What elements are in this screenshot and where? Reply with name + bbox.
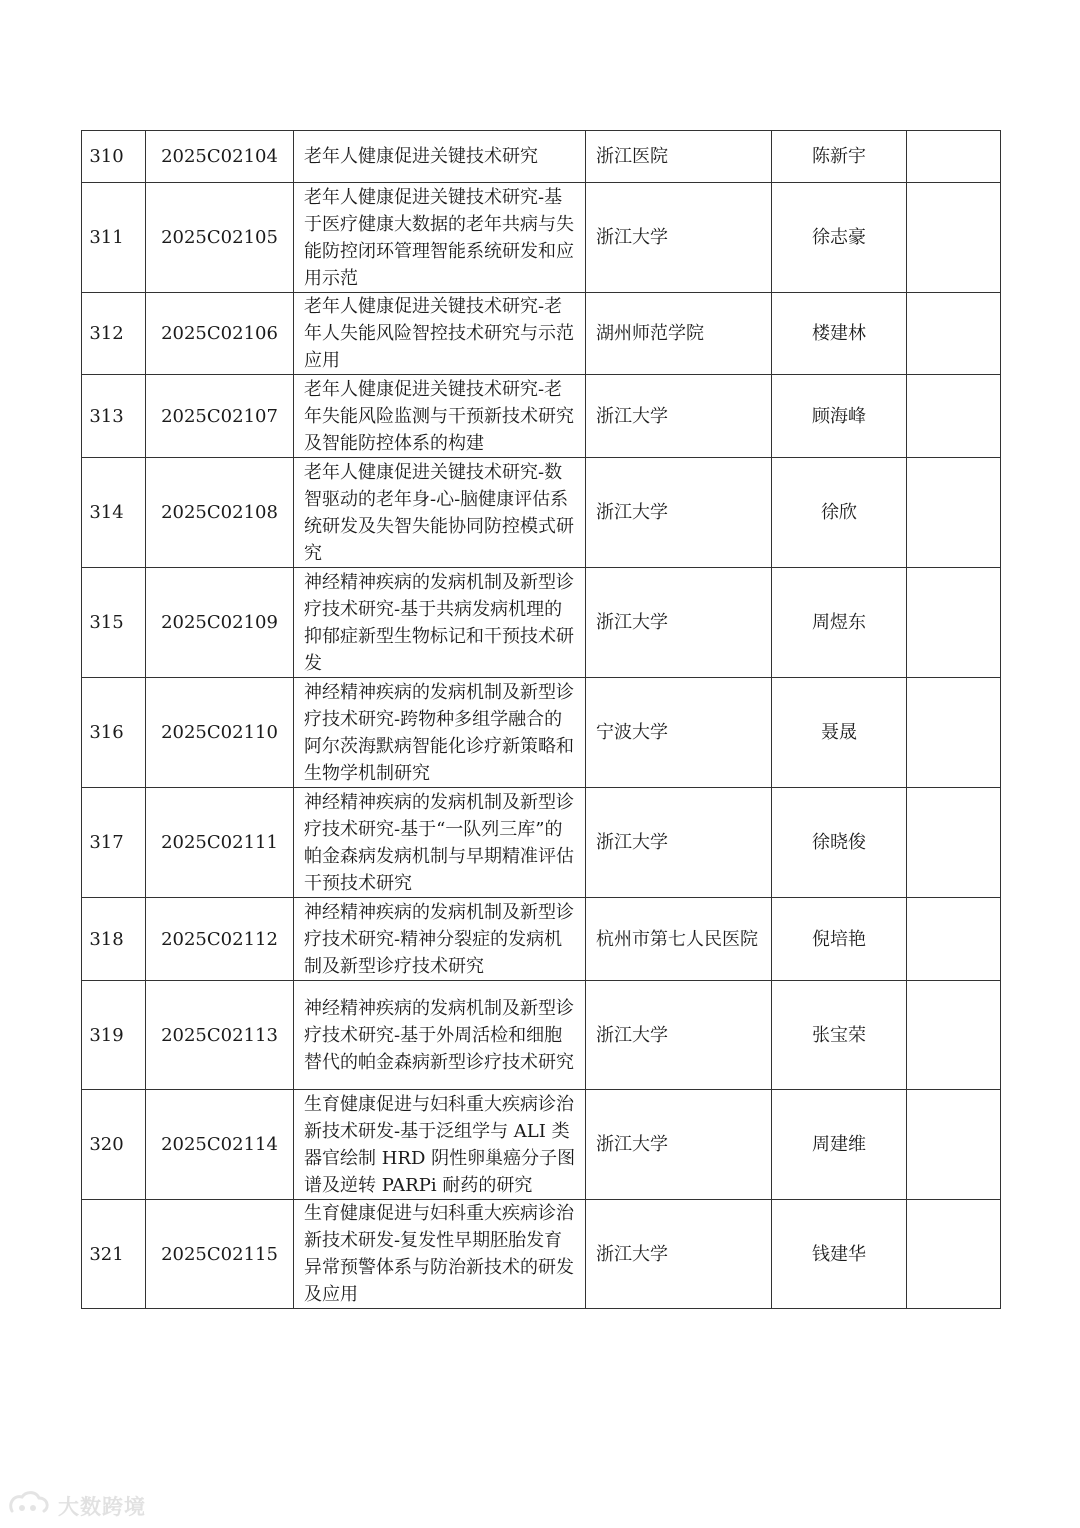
organization: 浙江大学	[586, 458, 772, 568]
row-number: 316	[82, 678, 146, 788]
project-code: 2025C02108	[146, 458, 294, 568]
organization: 浙江大学	[586, 568, 772, 678]
project-title: 老年人健康促进关键技术研究-基于医疗健康大数据的老年共病与失能防控闭环管理智能系统研发和应用示范	[294, 183, 586, 293]
organization: 浙江大学	[586, 788, 772, 898]
project-leader: 张宝荣	[772, 981, 907, 1090]
project-leader: 徐晓俊	[772, 788, 907, 898]
organization: 湖州师范学院	[586, 293, 772, 375]
project-title: 神经精神疾病的发病机制及新型诊疗技术研究-跨物种多组学融合的阿尔茨海默病智能化诊疗新策略和生物学机制研究	[294, 678, 586, 788]
project-code: 2025C02106	[146, 293, 294, 375]
note-cell	[907, 1200, 1001, 1309]
table-row	[82, 293, 1001, 375]
row-number: 319	[82, 981, 146, 1090]
row-number: 313	[82, 375, 146, 458]
row-number: 312	[82, 293, 146, 375]
watermark-logo-icon	[6, 1489, 52, 1523]
project-leader: 聂晟	[772, 678, 907, 788]
project-code: 2025C02105	[146, 183, 294, 293]
project-code: 2025C02115	[146, 1200, 294, 1309]
organization: 浙江大学	[586, 375, 772, 458]
note-cell	[907, 131, 1001, 183]
note-cell	[907, 898, 1001, 981]
organization: 浙江医院	[586, 131, 772, 183]
organization: 浙江大学	[586, 981, 772, 1090]
project-code: 2025C02104	[146, 131, 294, 183]
row-number: 317	[82, 788, 146, 898]
table-row	[82, 131, 1001, 183]
note-cell	[907, 981, 1001, 1090]
project-leader: 钱建华	[772, 1200, 907, 1309]
project-title: 神经精神疾病的发病机制及新型诊疗技术研究-基于外周活检和细胞替代的帕金森病新型诊疗技术研究	[294, 981, 586, 1090]
note-cell	[907, 568, 1001, 678]
note-cell	[907, 458, 1001, 568]
project-table	[81, 130, 1001, 1309]
table-row	[82, 375, 1001, 458]
project-leader: 陈新宇	[772, 131, 907, 183]
table-row	[82, 981, 1001, 1090]
project-title: 神经精神疾病的发病机制及新型诊疗技术研究-基于“一队列三库”的帕金森病发病机制与早期精准评估干预技术研究	[294, 788, 586, 898]
project-code: 2025C02114	[146, 1090, 294, 1200]
table-row	[82, 1200, 1001, 1309]
project-code: 2025C02111	[146, 788, 294, 898]
project-title: 老年人健康促进关键技术研究	[294, 131, 586, 183]
row-number: 321	[82, 1200, 146, 1309]
note-cell	[907, 678, 1001, 788]
project-title: 神经精神疾病的发病机制及新型诊疗技术研究-精神分裂症的发病机制及新型诊疗技术研究	[294, 898, 586, 981]
note-cell	[907, 293, 1001, 375]
project-title: 老年人健康促进关键技术研究-老年人失能风险智控技术研究与示范应用	[294, 293, 586, 375]
table-row	[82, 183, 1001, 293]
watermark-text: 大数跨境	[58, 1495, 146, 1519]
row-number: 318	[82, 898, 146, 981]
note-cell	[907, 183, 1001, 293]
note-cell	[907, 1090, 1001, 1200]
organization: 浙江大学	[586, 183, 772, 293]
project-leader: 徐志豪	[772, 183, 907, 293]
organization: 浙江大学	[586, 1200, 772, 1309]
row-number: 311	[82, 183, 146, 293]
table-row	[82, 458, 1001, 568]
project-leader: 周建维	[772, 1090, 907, 1200]
project-code: 2025C02109	[146, 568, 294, 678]
project-title: 生育健康促进与妇科重大疾病诊治新技术研发-复发性早期胚胎发育异常预警体系与防治新技术的研发及应用	[294, 1200, 586, 1309]
project-code: 2025C02113	[146, 981, 294, 1090]
project-leader: 周煜东	[772, 568, 907, 678]
row-number: 310	[82, 131, 146, 183]
table-row	[82, 898, 1001, 981]
project-title: 神经精神疾病的发病机制及新型诊疗技术研究-基于共病发病机理的抑郁症新型生物标记和干预技术研发	[294, 568, 586, 678]
note-cell	[907, 375, 1001, 458]
project-title: 老年人健康促进关键技术研究-数智驱动的老年身-心-脑健康评估系统研发及失智失能协同防控模式研究	[294, 458, 586, 568]
project-title: 生育健康促进与妇科重大疾病诊治新技术研发-基于泛组学与 ALI 类器官绘制 HRD 阴性卵巢癌分子图谱及逆转 PARPi 耐药的研究	[294, 1090, 586, 1200]
project-leader: 楼建林	[772, 293, 907, 375]
organization: 浙江大学	[586, 1090, 772, 1200]
row-number: 315	[82, 568, 146, 678]
project-leader: 倪培艳	[772, 898, 907, 981]
watermark	[6, 1488, 146, 1524]
project-title: 老年人健康促进关键技术研究-老年失能风险监测与干预新技术研究及智能防控体系的构建	[294, 375, 586, 458]
note-cell	[907, 788, 1001, 898]
project-code: 2025C02112	[146, 898, 294, 981]
row-number: 314	[82, 458, 146, 568]
table-row	[82, 568, 1001, 678]
table-row	[82, 678, 1001, 788]
table-row	[82, 788, 1001, 898]
row-number: 320	[82, 1090, 146, 1200]
table-body	[82, 131, 1001, 1309]
organization: 宁波大学	[586, 678, 772, 788]
project-leader: 顾海峰	[772, 375, 907, 458]
table-row	[82, 1090, 1001, 1200]
organization: 杭州市第七人民医院	[586, 898, 772, 981]
project-code: 2025C02107	[146, 375, 294, 458]
project-code: 2025C02110	[146, 678, 294, 788]
project-leader: 徐欣	[772, 458, 907, 568]
